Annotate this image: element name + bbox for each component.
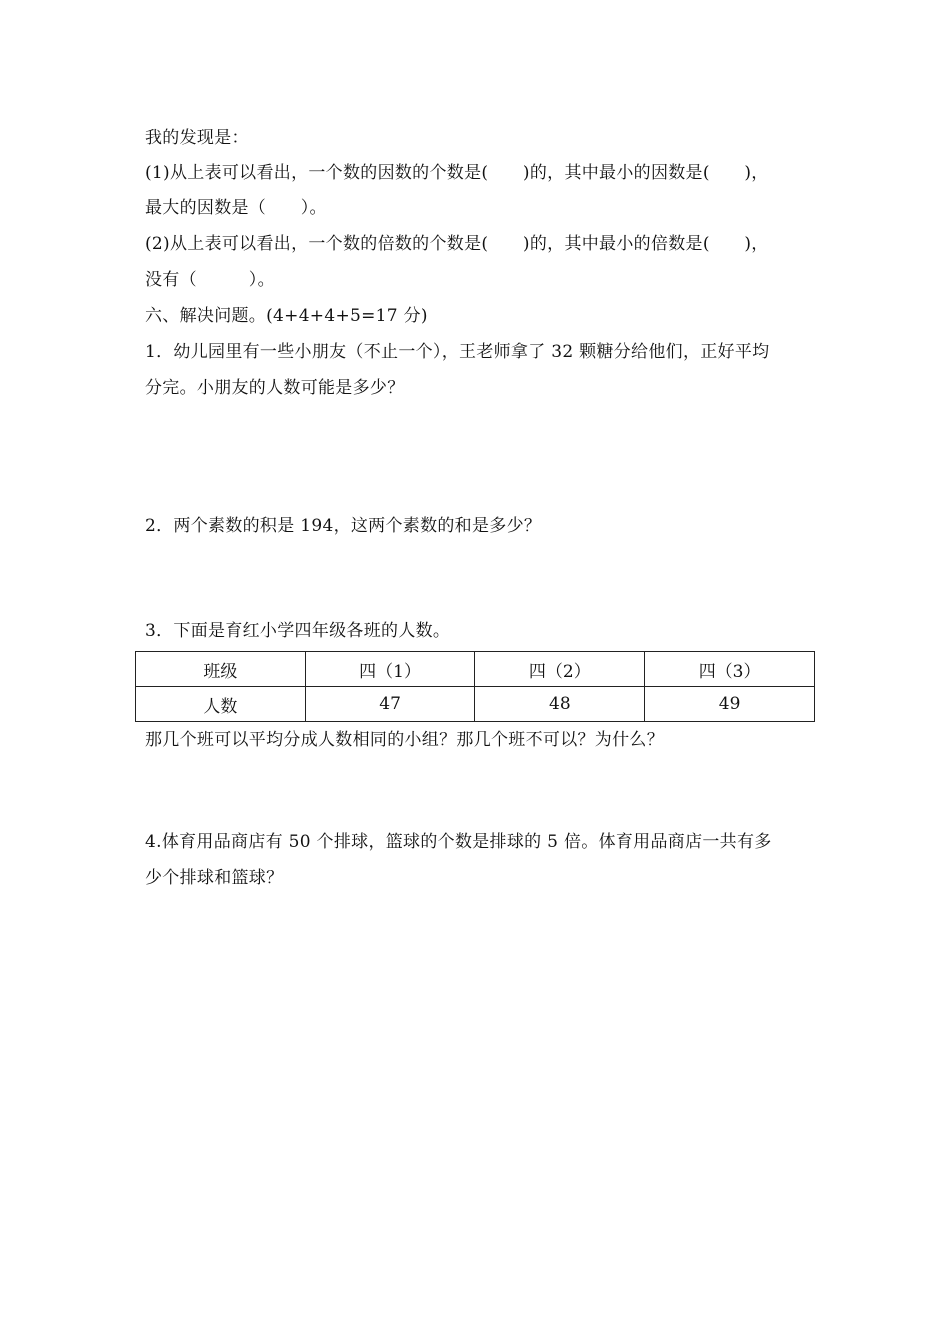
discovery-item2-line1: (2)从上表可以看出，一个数的倍数的个数是( )的，其中最小的倍数是( )， (145, 234, 769, 254)
table-cell: 四（1） (305, 652, 475, 687)
q1-line2: 分完。小朋友的人数可能是多少？ (145, 378, 405, 398)
table-cell: 班级 (136, 652, 306, 687)
discovery-item1-line1: (1)从上表可以看出，一个数的因数的个数是( )的，其中最小的因数是( )， (145, 163, 769, 183)
table-cell: 48 (475, 687, 645, 722)
table-cell: 人数 (136, 687, 306, 722)
discovery-heading: 我的发现是： (145, 128, 249, 148)
q4-line1: 4.体育用品商店有 50 个排球，篮球的个数是排球的 5 倍。体育用品商店一共有多 (145, 832, 772, 852)
table-row (136, 687, 815, 722)
q3-question: 那几个班可以平均分成人数相同的小组？那几个班不可以？为什么？ (145, 730, 664, 750)
table-cell: 四（3） (645, 652, 815, 687)
table-cell: 49 (645, 687, 815, 722)
discovery-item1-line2: 最大的因数是（ ）。 (145, 198, 327, 218)
q2-text: 2．两个素数的积是 194，这两个素数的和是多少？ (145, 516, 542, 536)
q4-line2: 少个排球和篮球？ (145, 868, 284, 888)
table-cell: 四（2） (475, 652, 645, 687)
discovery-item2-line2: 没有（ ）。 (145, 270, 275, 290)
table-row (136, 652, 815, 687)
section6-heading: 六、解决问题。(4+4+4+5=17 分) (145, 306, 428, 326)
class-size-table (135, 651, 815, 722)
table-cell: 47 (305, 687, 475, 722)
q1-line1: 1．幼儿园里有一些小朋友（不止一个），王老师拿了 32 颗糖分给他们，正好平均 (145, 342, 770, 362)
q3-intro: 3．下面是育红小学四年级各班的人数。 (145, 621, 451, 641)
